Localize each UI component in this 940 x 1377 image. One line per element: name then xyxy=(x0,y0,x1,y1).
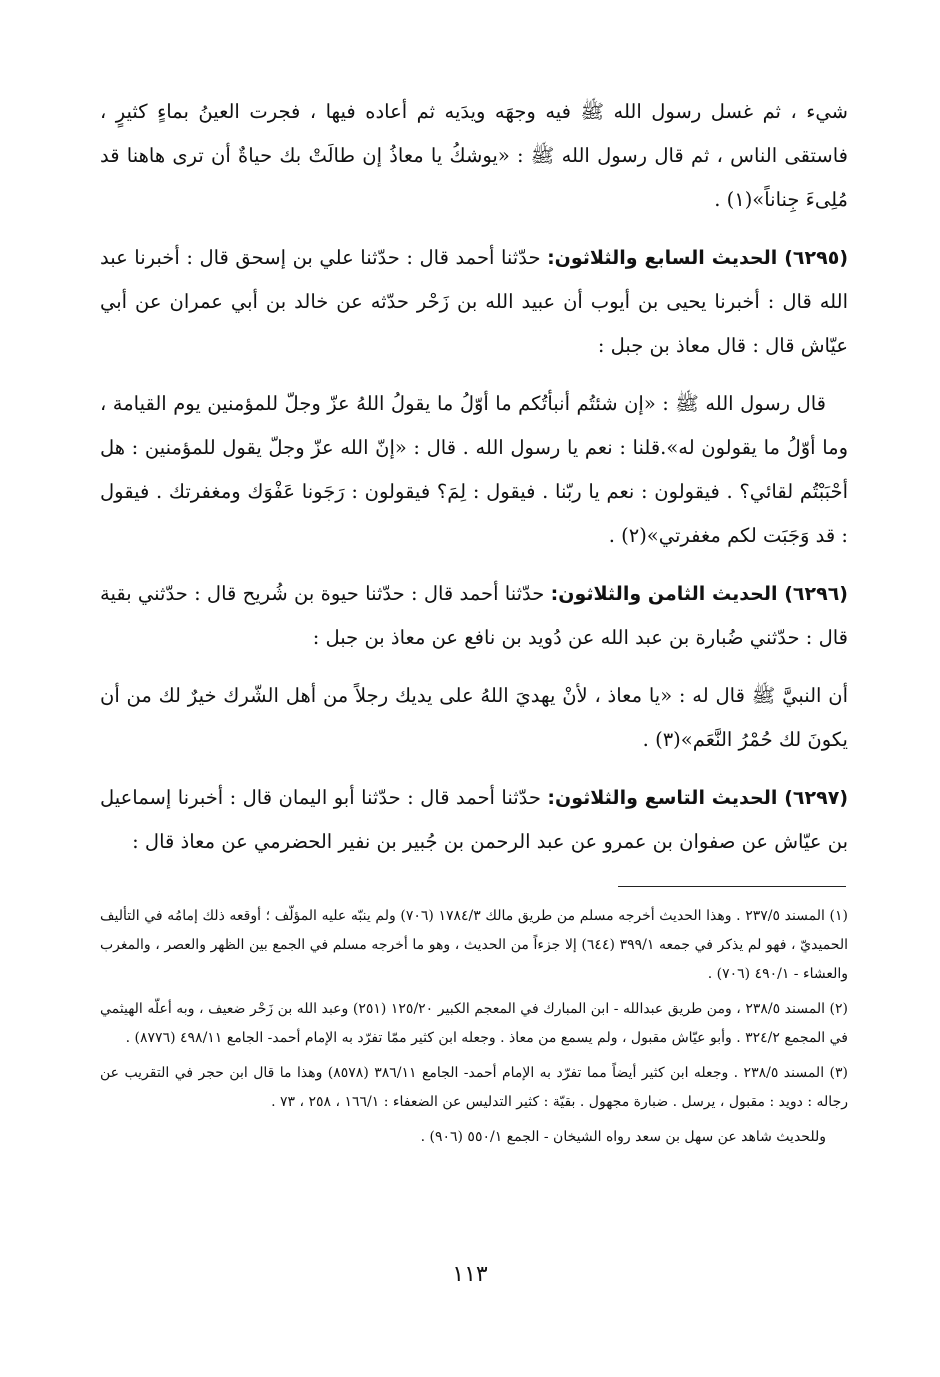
footnote-separator xyxy=(618,886,846,887)
paragraph-4 xyxy=(100,572,848,660)
paragraph-6 xyxy=(100,776,848,864)
footnote-2: (٢) المسند ٢٣٨/٥ ، ومن طريق عبدالله - ابن المبارك في المعجم الكبير ١٢٥/٢٠ (٢٥١) وعبد الله بن زَحْر ضعيف ، وبه أعلّه الهيثمي في المجمع ٣٢٤/٢ . وأبو عيّاش مقبول ، ولم يسمع من معاذ . وجعله ابن كثير ممّا تفرّد به الإمام أحمد- الجامع ٤٩٨/١١ (٨٧٧٦) . xyxy=(100,1001,848,1046)
paragraph-text: أن النبيَّ ﷺ قال له : «يا معاذ ، لأنْ يهديَ اللهُ على يديك رجلاً من أهل الشّرك خيرٌ لك من أن يكونَ لك حُمْرُ النَّعَم»(٣) . xyxy=(100,684,848,751)
paragraph-5 xyxy=(100,674,848,762)
paragraph-3 xyxy=(100,382,848,558)
paragraph-text: شيء ، ثم غسل رسول الله ﷺ فيه وجهَه ويدَيه ثم أعاده فيها ، فجرت العينُ بماءٍ كثيرٍ ، فاستقى الناس ، ثم قال رسول الله ﷺ : «يوشكُ يا معاذُ إن طالَتْ بك حياةٌ أن ترى هاهنا قد مُلِىءَ جِناناً»(١) . xyxy=(100,100,848,211)
paragraph-text: حدّثنا أحمد قال : حدّثنا أبو اليمان قال : أخبرنا إسماعيل بن عيّاش عن صفوان بن عمرو عن عبد الرحمن بن جُبير بن نفير الحضرمي عن معاذ قال : xyxy=(100,786,848,853)
paragraph-1 xyxy=(100,90,848,222)
hadith-heading: (٦٢٩٧) الحديث التاسع والثلاثون: xyxy=(547,787,848,809)
paragraph-text: قال رسول الله ﷺ : «إن شئتُم أنبأتُكم ما أوّلُ ما يقولُ اللهُ عزّ وجلّ للمؤمنين يوم القيامة ، وما أوّلُ ما يقولون له».قلنا : نعم يا رسول الله . قال : «إنّ الله عزّ وجلّ يقول للمؤمنين : هل أحْبَبْتُم لقائي؟ . فيقولون : نعم يا ربّنا . فيقول : لِمَ؟ فيقولون : رَجَونا عَفْوَك ومغفرتك . فيقول : قد وَجَبَت لكم مغفرتي»(٢) . xyxy=(100,392,848,547)
footnote-1: (١) المسند ٢٣٧/٥ . وهذا الحديث أخرجه مسلم من طريق مالك ١٧٨٤/٣ (٧٠٦) ولم ينبّه عليه المؤلّف ؛ أوقعه ذلك إمامُه في التأليف الحميديّ ، فهو لم يذكر في جمعه ٣٩٩/١ (٦٤٤) إلا جزءاً من الحديث ، وهو ما أخرجه مسلم في الجمع بين الظهر والعصر ، والمغرب والعشاء - ٤٩٠/١ (٧٠٦) . xyxy=(100,908,849,982)
paragraph-text: حدّثنا أحمد قال : حدّثنا علي بن إسحق قال : أخبرنا عبد الله قال : أخبرنا يحيى بن أيوب أن عبيد الله بن زَحْر حدّثه عن خالد بن أبي عمران عن أبي عيّاش قال : قال معاذ بن جبل : xyxy=(100,246,848,357)
hadith-heading: (٦٢٩٦) الحديث الثامن والثلاثون: xyxy=(550,583,848,605)
footnotes xyxy=(100,902,848,1152)
page-number: ١١٣ xyxy=(452,1262,488,1287)
hadith-heading: (٦٢٩٥) الحديث السابع والثلاثون: xyxy=(547,247,848,269)
paragraph-2 xyxy=(100,236,848,368)
main-text xyxy=(100,90,848,878)
footnote-3: (٣) المسند ٢٣٨/٥ . وجعله ابن كثير أيضاً مما تفرّد به الإمام أحمد- الجامع ٣٨٦/١١ (٨٥٧٨) وهذا ما قال ابن حجر في التقريب عن رجاله : دويد : مقبول ، يرسل . ضبارة مجهول . بقيّة : كثير التدليس عن الضعفاء : ١٦٦/١ ، ٢٥٨ ، ٧٣ . xyxy=(100,1065,848,1110)
footnote-3-addendum: وللحديث شاهد عن سهل بن سعد رواه الشيخان - الجمع ٥٥٠/١ (٩٠٦) . xyxy=(420,1129,826,1145)
paragraph-text: حدّثنا أحمد قال : حدّثنا حيوة بن شُريح قال : حدّثني بقية قال : حدّثني ضُبارة بن عبد الله عن دُويد بن نافع عن معاذ بن جبل : xyxy=(100,582,848,649)
